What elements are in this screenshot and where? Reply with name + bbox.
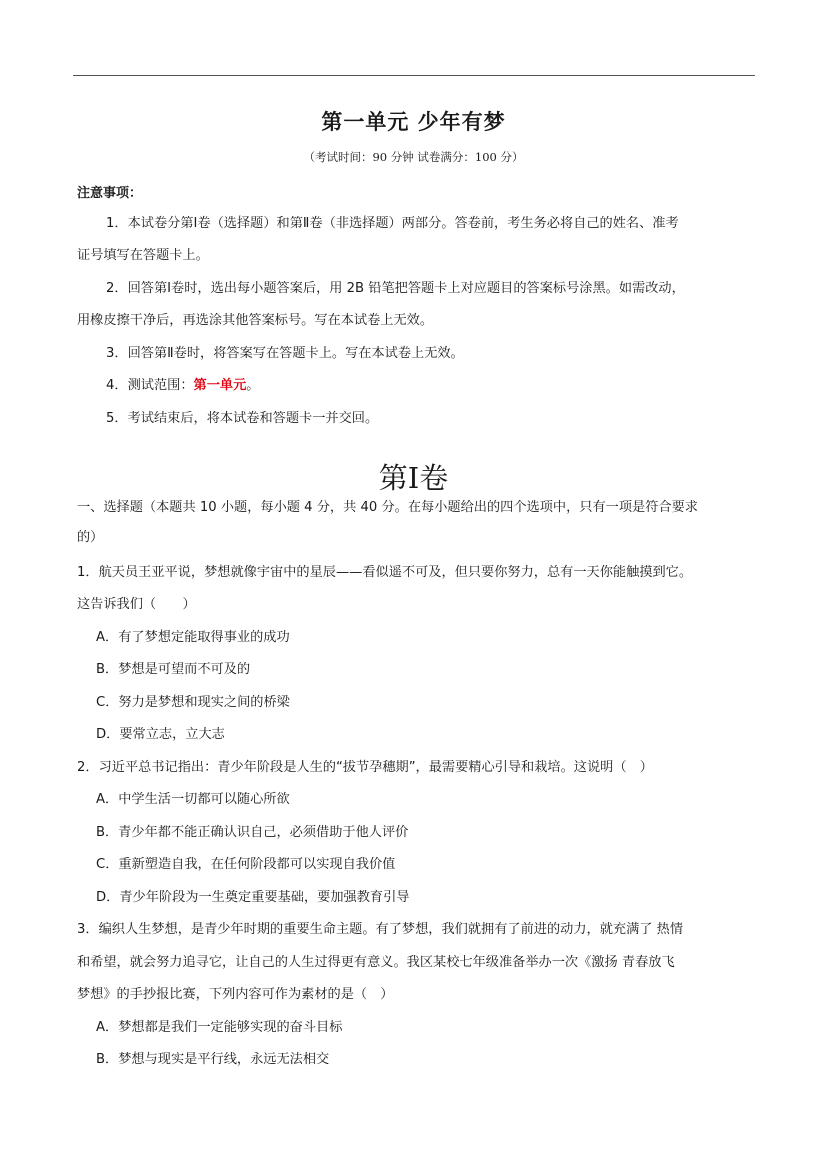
page-title: 第一单元 少年有梦	[321, 109, 506, 134]
question-3-stem: 3．编织人生梦想，是青少年时期的重要生命主题。有了梦想，我们就拥有了前进的动力，就充满了 热情	[77, 922, 684, 937]
question-3-option-b: B．梦想与现实是平行线，永远无法相交	[96, 1052, 330, 1067]
notice-item-2-cont: 用橡皮擦干净后，再选涂其他答案标号。写在本试卷上无效。	[77, 313, 434, 328]
question-3-stem-cont: 和希望，就会努力追寻它，让自己的人生过得更有意义。我区某校七年级准备举办一次《激扬 青春放飞	[77, 955, 675, 970]
question-1-option-a: A．有了梦想定能取得事业的成功	[96, 630, 290, 645]
question-1-option-b: B．梦想是可望而不可及的	[96, 662, 251, 677]
exam-info: （考试时间：90 分钟 试卷满分：100 分）	[303, 150, 524, 164]
question-3-stem-cont-2: 梦想》的手抄报比赛，下列内容可作为素材的是（ ）	[77, 987, 394, 1002]
notice-item-1-cont: 证号填写在答题卡上。	[77, 248, 209, 263]
question-1-option-d: D．要常立志，立大志	[96, 727, 225, 742]
notice-item-2: 2．回答第Ⅰ卷时，选出每小题答案后，用 2B 铅笔把答题卡上对应题目的答案标号涂黑。如需改动，	[106, 281, 685, 296]
question-2-option-b: B．青少年都不能正确认识自己，必须借助于他人评价	[96, 825, 409, 840]
notice-item-4-end: 。	[246, 378, 260, 393]
header-rule	[73, 75, 755, 76]
question-2-option-d: D．青少年阶段为一生奠定重要基础，要加强教育引导	[96, 890, 410, 905]
volume-title: 第Ⅰ卷	[378, 461, 449, 495]
notice-item-4	[106, 378, 259, 394]
notice-heading: 注意事项：	[77, 186, 143, 201]
question-2-stem: 2．习近平总书记指出：青少年阶段是人生的“拔节孕穗期”，最需要精心引导和栽培。这说明（ ）	[77, 760, 653, 775]
notice-item-5: 5．考试结束后，将本试卷和答题卡一并交回。	[106, 411, 379, 426]
question-3-option-a: A．梦想都是我们一定能够实现的奋斗目标	[96, 1020, 343, 1035]
question-1-option-c: C．努力是梦想和现实之间的桥梁	[96, 695, 290, 710]
section-heading: 一、选择题（本题共 10 小题，每小题 4 分，共 40 分。在每小题给出的四个选项中，只有一项是符合要求	[77, 500, 698, 515]
notice-item-3: 3．回答第Ⅱ卷时，将答案写在答题卡上。写在本试卷上无效。	[106, 346, 464, 361]
notice-item-1: 1．本试卷分第Ⅰ卷（选择题）和第Ⅱ卷（非选择题）两部分。答卷前，考生务必将自己的姓名、准考	[106, 216, 679, 231]
notice-item-4-label: 4．测试范围：	[106, 378, 194, 393]
section-heading-cont: 的）	[77, 530, 104, 545]
question-1-stem: 1．航天员王亚平说，梦想就像宇宙中的星辰——看似遥不可及，但只要你努力，总有一天你能触摸到它。	[77, 565, 693, 580]
question-1-stem-cont: 这告诉我们（ ）	[77, 597, 196, 612]
question-2-option-a: A．中学生活一切都可以随心所欲	[96, 792, 290, 807]
question-2-option-c: C．重新塑造自我，在任何阶段都可以实现自我价值	[96, 857, 396, 872]
test-scope-highlight: 第一单元	[193, 378, 247, 393]
